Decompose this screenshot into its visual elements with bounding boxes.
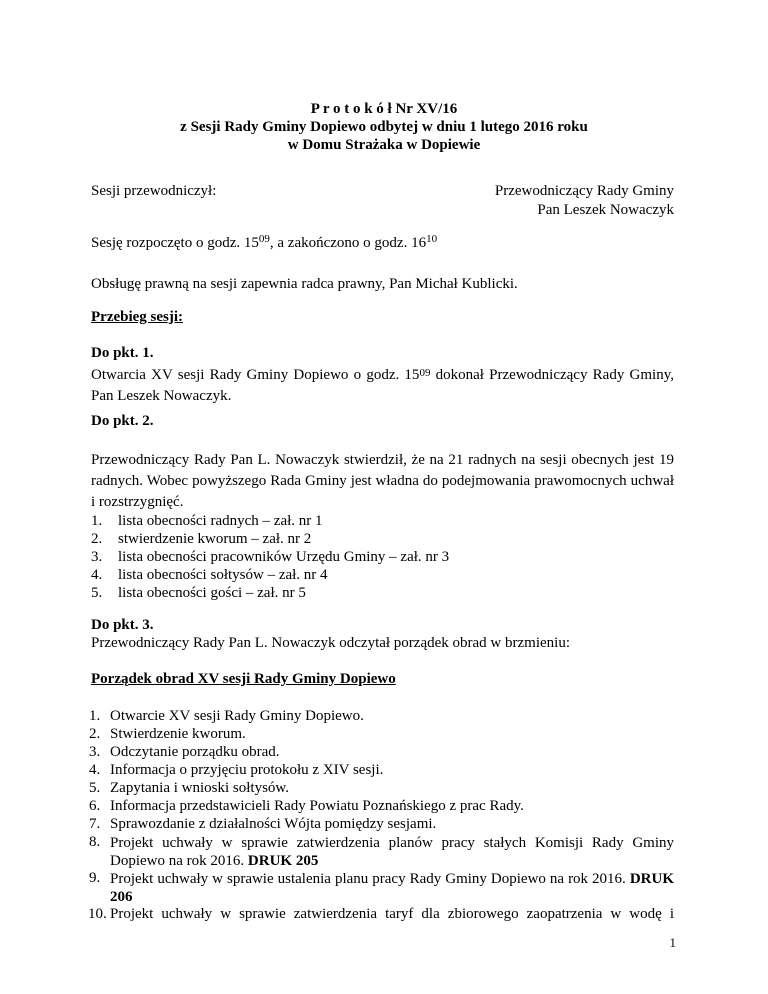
session-location: w Domu Strażaka w Dopiewie: [287, 137, 481, 153]
session-times: [91, 235, 437, 252]
agenda-item: Informacja o przyjęciu protokołu z XIV sesji.: [110, 762, 384, 778]
page-number: 1: [669, 935, 676, 950]
agenda-item-number: 9.: [89, 870, 101, 886]
agenda-item: Otwarcie XV sesji Rady Gminy Dopiewo.: [110, 708, 364, 724]
list-item: lista obecności gości – zał. nr 5: [118, 585, 306, 601]
agenda-item-number: 2.: [89, 726, 101, 742]
list-item: lista obecności radnych – zał. nr 1: [118, 513, 323, 529]
protocol-title: P r o t o k ó ł Nr XV/16: [310, 101, 458, 117]
agenda-item-number: 4.: [89, 762, 101, 778]
pkt1-text-a: Otwarcia XV sesji Rady Gminy Dopiewo o godz. 15: [91, 367, 420, 383]
start-time-minutes: 09: [258, 233, 270, 245]
druk-label: DRUK 206: [110, 871, 674, 905]
session-subtitle: z Sesji Rady Gminy Dopiewo odbytej w dniu 1 lutego 2016 roku: [180, 119, 588, 135]
agenda-item-text: Projekt uchwały w sprawie zatwierdzenia planów pracy stałych Komisji Rady Gminy Dopiewo na rok 2016.: [110, 835, 674, 869]
course-heading: Przebieg sesji:: [91, 309, 184, 325]
agenda-item-number: 1.: [89, 708, 101, 724]
agenda-item-number: 7.: [89, 816, 101, 832]
pkt1-heading: Do pkt. 1.: [91, 345, 154, 361]
agenda-item-number: 5.: [89, 780, 101, 796]
legal-service: Obsługę prawną na sesji zapewnia radca prawny, Pan Michał Kublicki.: [91, 276, 518, 292]
agenda-item: [110, 870, 674, 906]
agenda-item-number: 8.: [89, 834, 101, 850]
agenda-item: Odczytanie porządku obrad.: [110, 744, 280, 760]
chair-label: Sesji przewodniczył:: [91, 183, 217, 199]
start-time-text: Sesję rozpoczęto o godz. 15: [91, 235, 259, 251]
agenda-item: Zapytania i wnioski sołtysów.: [110, 780, 290, 796]
agenda-heading: Porządek obrad XV sesji Rady Gminy Dopiewo: [91, 671, 396, 687]
chair-name: Pan Leszek Nowaczyk: [537, 202, 674, 218]
druk-label: DRUK 205: [247, 853, 319, 869]
pkt3-text: Przewodniczący Rady Pan L. Nowaczyk odczytał porządek obrad w brzmieniu:: [91, 635, 570, 651]
list-item-number: 1.: [91, 513, 103, 529]
end-time-text: , a zakończono o godz. 16: [269, 235, 427, 251]
agenda-item-number: 6.: [89, 798, 101, 814]
pkt2-heading: Do pkt. 2.: [91, 413, 154, 429]
agenda-item: Stwierdzenie kworum.: [110, 726, 246, 742]
agenda-item: [110, 834, 674, 870]
list-item: lista obecności sołtysów – zał. nr 4: [118, 567, 328, 583]
end-time-minutes: 10: [426, 233, 438, 245]
chair-role: Przewodniczący Rady Gminy: [494, 183, 674, 199]
agenda-item: Informacja przedstawicieli Rady Powiatu Poznańskiego z prac Rady.: [110, 798, 524, 814]
list-item-number: 2.: [91, 531, 103, 547]
agenda-item: Sprawozdanie z działalności Wójta pomiędzy sesjami.: [110, 816, 437, 832]
pkt1-text: [91, 365, 674, 407]
pkt1-time-minutes: 09: [419, 367, 431, 379]
list-item: stwierdzenie kworum – zał. nr 2: [118, 531, 312, 547]
list-item-number: 3.: [91, 549, 103, 565]
agenda-item-number: 10.: [88, 906, 107, 922]
list-item-number: 5.: [91, 585, 103, 601]
list-item: lista obecności pracowników Urzędu Gminy – zał. nr 3: [118, 549, 450, 565]
agenda-item: Projekt uchwały w sprawie zatwierdzenia taryf dla zbiorowego zaopatrzenia w wodę i: [110, 906, 674, 922]
agenda-item-text: Projekt uchwały w sprawie ustalenia planu pracy Rady Gminy Dopiewo na rok 2016.: [110, 871, 626, 887]
agenda-item-number: 3.: [89, 744, 101, 760]
pkt1-text-b: dokonał Przewodniczący Rady Gminy, Pan Leszek Nowaczyk.: [91, 367, 674, 404]
pkt2-text: Przewodniczący Rady Pan L. Nowaczyk stwierdził, że na 21 radnych na sesji obecnych jest 19 radnych. Wobec powyższego Rada Gminy jest władna do podejmowania prawomocnych uchwał i rozstrzygnięć.: [91, 452, 674, 510]
list-item-number: 4.: [91, 567, 103, 583]
pkt3-heading: Do pkt. 3.: [91, 617, 154, 633]
